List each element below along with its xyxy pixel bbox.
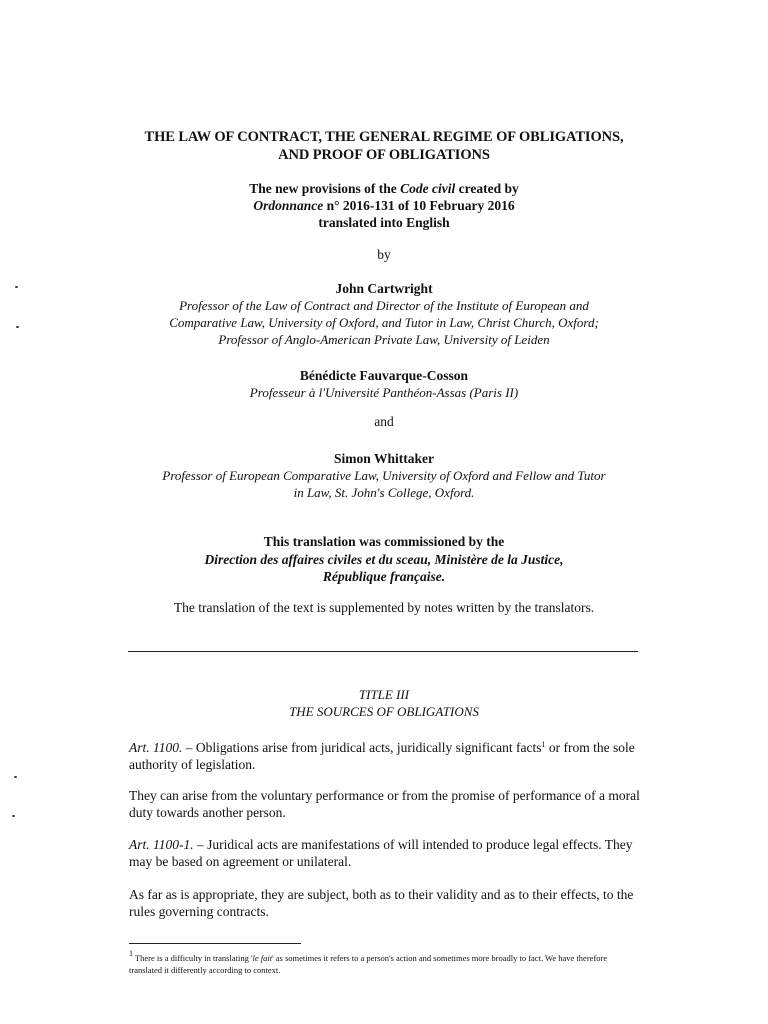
supplement-note: The translation of the text is supplemented by notes written by the translators. [173,600,595,615]
author-affiliation: Professor of European Comparative Law, University of Oxford and Fellow and Tutor [162,468,606,483]
author-block [110,280,658,348]
subtitle-text: n° 2016-131 of 10 February 2016 [323,198,515,213]
article-number: Art. 1100. [129,740,183,755]
paragraph-text: – Obligations arise from juridical acts, juridically significant facts [182,740,542,755]
article-number: Art. 1100-1. [129,837,194,852]
subtitle-text: created by [455,181,519,196]
author-affiliation: Professor of the Law of Contract and Director of the Institute of European and [179,298,589,313]
author-affiliation: Comparative Law, University of Oxford, and Tutor in Law, Christ Church, Oxford; [169,315,599,330]
title-line-1: THE LAW OF CONTRACT, THE GENERAL REGIME OF OBLIGATIONS, [144,129,624,145]
document-subtitle [110,180,658,231]
author-block [110,450,658,501]
section-heading-line-2: THE SOURCES OF OBLIGATIONS [289,704,479,719]
title-line-2: AND PROOF OF OBLIGATIONS [278,147,490,163]
section-heading [110,686,658,720]
scan-speck [12,815,15,817]
by-label: by [377,247,391,262]
article-paragraph [129,739,641,773]
author-affiliation: Professor of Anglo-American Private Law, University of Leiden [218,332,550,347]
commission-line-3: République française. [322,569,446,584]
paragraph-text: or from the sole authority of legislation. [129,740,635,772]
footnote-term: le fait [252,953,273,963]
commission-line-1: This translation was commissioned by the [263,534,505,549]
subtitle-line-2 [110,197,658,214]
subtitle-italic-term: Ordonnance [253,198,324,213]
scan-speck [16,326,19,328]
section-heading-line-1: TITLE III [358,687,410,702]
footnote [129,949,641,976]
author-affiliation: in Law, St. John's College, Oxford. [293,485,475,500]
author-affiliation: Professeur à l'Université Panthéon-Assas (Paris II) [249,385,519,400]
paragraph: As far as is appropriate, they are subject, both as to their validity and as to their effects, to the rules governing contracts. [129,887,634,919]
footnote-number: 1 [129,949,133,958]
author-name: Bénédicte Fauvarque-Cosson [299,368,469,383]
article-paragraph [129,836,641,870]
paragraph: They can arise from the voluntary performance or from the promise of performance of a moral duty towards another person. [129,788,640,820]
author-name: John Cartwright [335,281,433,296]
scan-speck [15,286,18,288]
subtitle-text: The new provisions of the [249,181,401,196]
section-divider [128,651,638,652]
document-title [110,128,658,164]
author-name: Simon Whittaker [334,451,434,466]
author-block [110,367,658,401]
footnote-reference[interactable]: 1 [541,740,546,749]
footnote-text: ' as sometimes it refers to a person's action and sometimes more broadly to fact. We have therefore translated it differently according to context. [129,953,608,975]
subtitle-italic-term: Code civil [400,181,456,196]
paragraph-text: – Juridical acts are manifestations of will intended to produce legal effects. They may be based on agreement or unilateral. [129,837,633,869]
footnote-separator [129,943,301,944]
subtitle-line-1 [110,180,658,197]
and-label: and [374,414,394,429]
commission-note [110,533,658,586]
commission-line-2: Direction des affaires civiles et du sceau, Ministère de la Justice, [204,551,564,567]
subtitle-line-3: translated into English [318,215,450,230]
scan-speck [14,776,17,778]
footnote-text: There is a difficulty in translating ' [133,953,253,963]
